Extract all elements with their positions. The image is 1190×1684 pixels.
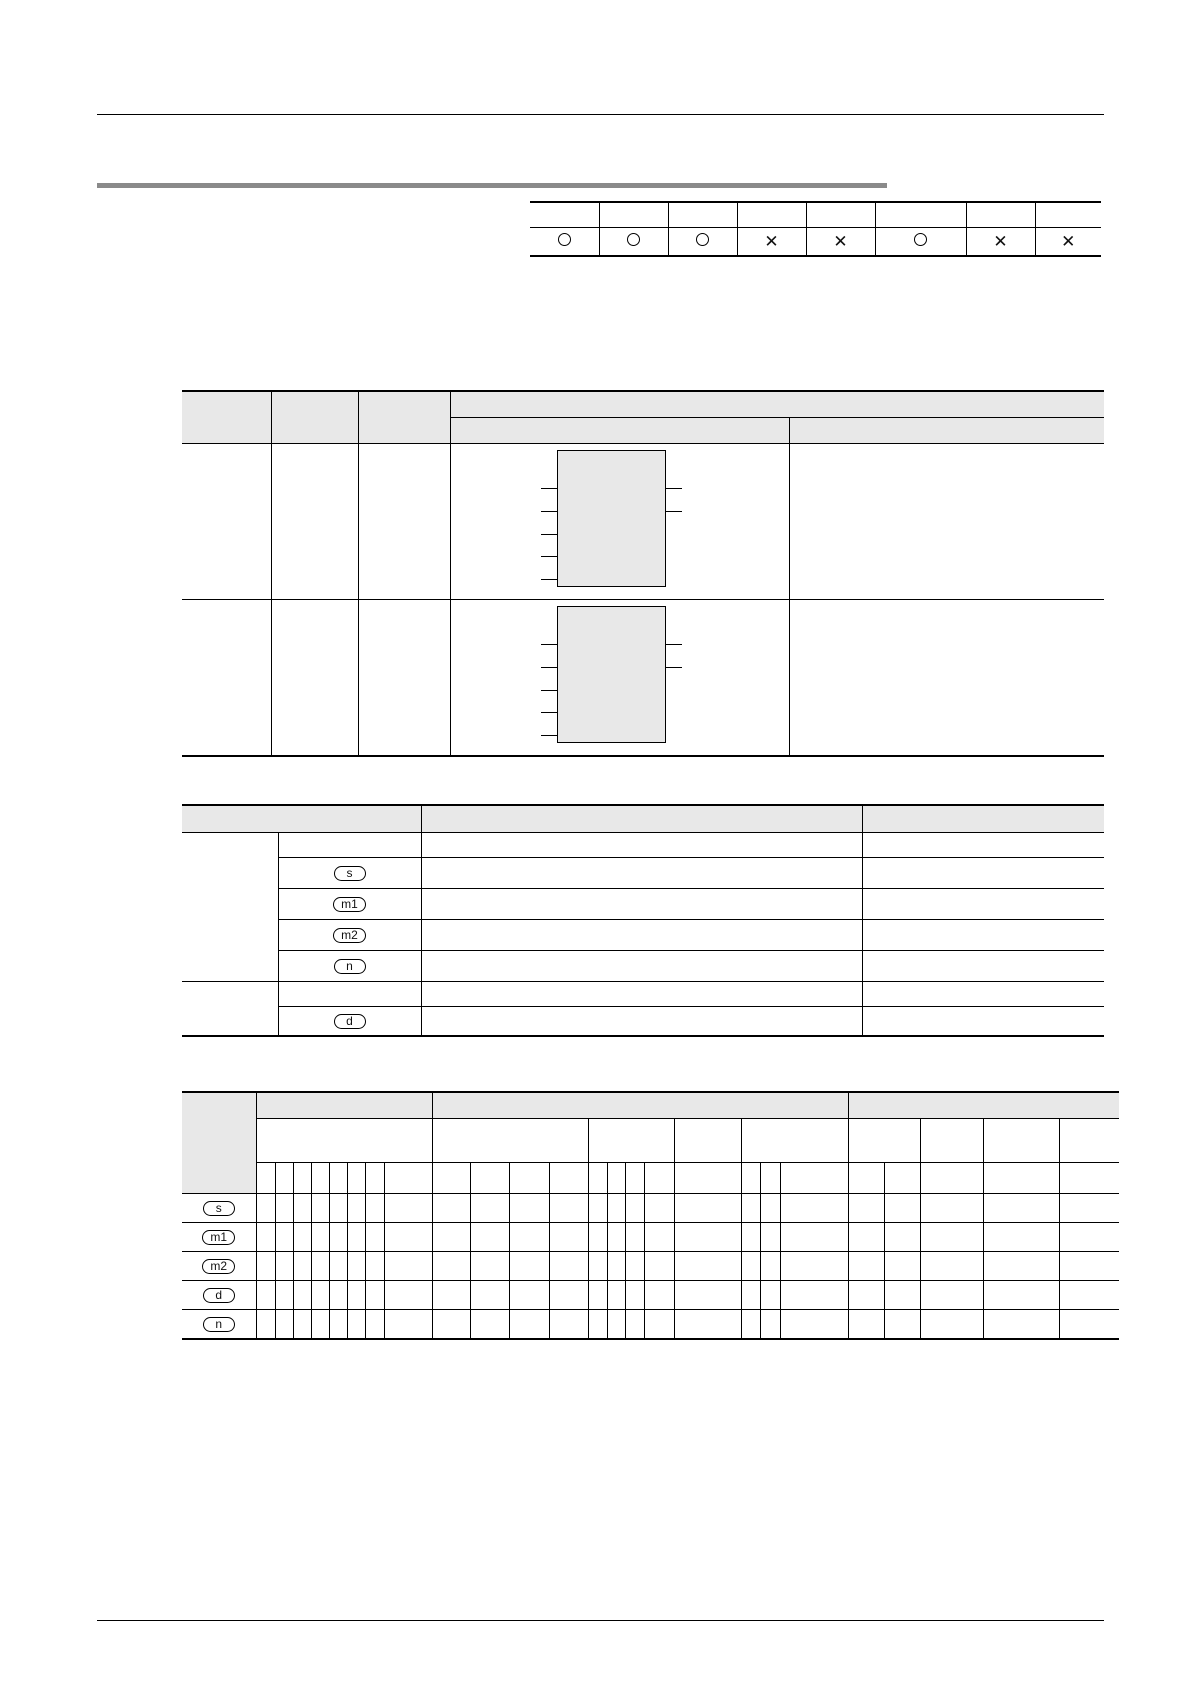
input-pin <box>541 644 557 645</box>
series-header-cell <box>1035 202 1101 228</box>
devices-table <box>182 1091 1119 1340</box>
operand-tag-cell <box>278 1007 421 1037</box>
operand-tag-cell <box>278 889 421 920</box>
operand-cell <box>278 833 421 858</box>
devices-col-header <box>365 1163 384 1194</box>
devices-subheader <box>256 1119 432 1163</box>
output-pin <box>666 488 682 489</box>
operand-row <box>182 858 1104 889</box>
fbt-subheader-cell <box>450 418 789 444</box>
devices-col-header <box>674 1163 741 1194</box>
devices-col-header <box>384 1163 432 1194</box>
operand-tag: m2 <box>202 1259 235 1274</box>
supported-circle-icon <box>914 233 927 246</box>
devices-col-header <box>470 1163 509 1194</box>
output-pin <box>666 644 682 645</box>
devices-row-label <box>182 1223 256 1252</box>
series-header-cell <box>737 202 806 228</box>
function-block-box <box>557 606 666 743</box>
operand-table <box>182 804 1104 1037</box>
supported-circle-icon <box>696 233 709 246</box>
series-mark-cell <box>1035 228 1101 257</box>
series-header-cell <box>806 202 875 228</box>
devices-col-header <box>256 1163 275 1194</box>
function-block-diagram <box>451 444 789 599</box>
devices-row-label <box>182 1252 256 1281</box>
devices-subheader <box>983 1119 1059 1163</box>
operand-cell <box>862 982 1104 1007</box>
devices-col-header <box>920 1163 983 1194</box>
operand-tag: s <box>203 1201 235 1216</box>
unsupported-cross-icon: ✕ <box>833 231 848 251</box>
devices-row-label <box>182 1194 256 1223</box>
series-header-cell <box>668 202 737 228</box>
devices-subheader <box>588 1119 674 1163</box>
operand-tag: d <box>334 1014 366 1029</box>
output-pin <box>666 511 682 512</box>
devices-col-header <box>780 1163 848 1194</box>
operand-tag: s <box>334 866 366 881</box>
operand-tag: m1 <box>333 897 366 912</box>
devices-group-header <box>256 1092 432 1119</box>
fbt-cell <box>789 444 1104 600</box>
devices-subheader <box>1059 1119 1119 1163</box>
operand-cell <box>421 1007 862 1037</box>
header-rule <box>97 114 1104 115</box>
series-mark-cell <box>875 228 966 257</box>
fbt-cell <box>182 444 271 600</box>
operand-cell <box>862 858 1104 889</box>
devices-row-label <box>182 1310 256 1340</box>
devices-col-header <box>607 1163 625 1194</box>
operand-cell <box>421 951 862 982</box>
devices-subheader <box>432 1119 588 1163</box>
fbt-header-cell <box>358 391 450 444</box>
operand-cell <box>421 920 862 951</box>
operand-row <box>182 1007 1104 1037</box>
devices-col-header <box>625 1163 644 1194</box>
fbt-cell <box>789 600 1104 757</box>
operand-group-input <box>182 833 278 982</box>
operand-cell <box>421 889 862 920</box>
devices-row-label <box>182 1281 256 1310</box>
operand-header-cell <box>421 805 862 833</box>
operand-tag: d <box>203 1288 235 1303</box>
operand-cell <box>421 858 862 889</box>
operand-cell <box>862 1007 1104 1037</box>
devices-col-header <box>549 1163 588 1194</box>
operand-cell <box>421 833 862 858</box>
devices-col-header <box>983 1163 1059 1194</box>
operand-cell <box>278 982 421 1007</box>
unsupported-cross-icon: ✕ <box>764 231 779 251</box>
fbt-cell <box>358 444 450 600</box>
fbt-row <box>182 444 1104 600</box>
devices-row <box>182 1223 1119 1252</box>
function-block-diagram <box>451 600 789 755</box>
series-compatibility-table <box>530 201 1101 257</box>
section-heading-bar <box>97 183 887 188</box>
fbt-cell <box>271 444 358 600</box>
unsupported-cross-icon: ✕ <box>993 231 1008 251</box>
devices-col-header <box>760 1163 780 1194</box>
devices-col-header <box>432 1163 470 1194</box>
devices-col-header <box>588 1163 607 1194</box>
series-header-row <box>530 202 1101 228</box>
devices-row <box>182 1310 1119 1340</box>
fbt-cell <box>271 600 358 757</box>
series-header-cell <box>530 202 599 228</box>
operand-row <box>182 833 1104 858</box>
operand-row <box>182 951 1104 982</box>
series-mark-row <box>530 228 1101 257</box>
devices-subheader <box>741 1119 848 1163</box>
devices-header-row-1 <box>182 1092 1119 1119</box>
output-pin <box>666 667 682 668</box>
function-block-box <box>557 450 666 587</box>
input-pin <box>541 712 557 713</box>
operand-header-cell <box>182 805 421 833</box>
devices-col-header <box>848 1163 884 1194</box>
function-block-table <box>182 390 1104 757</box>
input-pin <box>541 511 557 512</box>
series-mark-cell <box>806 228 875 257</box>
operand-tag-cell <box>278 858 421 889</box>
operand-cell <box>862 833 1104 858</box>
operand-tag: m2 <box>333 928 366 943</box>
fbt-cell <box>358 600 450 757</box>
operand-cell <box>421 982 862 1007</box>
input-pin <box>541 690 557 691</box>
devices-subheader <box>674 1119 741 1163</box>
fbt-header-row-1 <box>182 391 1104 418</box>
operand-tag: n <box>334 959 366 974</box>
operand-cell <box>862 920 1104 951</box>
fbt-header-cell <box>182 391 271 444</box>
devices-col-header <box>741 1163 760 1194</box>
devices-row <box>182 1252 1119 1281</box>
fbt-row <box>182 600 1104 757</box>
devices-subheader <box>848 1119 920 1163</box>
operand-row <box>182 982 1104 1007</box>
series-mark-cell <box>530 228 599 257</box>
devices-col-header <box>275 1163 293 1194</box>
devices-row <box>182 1281 1119 1310</box>
devices-subheader <box>920 1119 983 1163</box>
series-mark-cell <box>668 228 737 257</box>
fbt-diagram-cell <box>450 600 789 757</box>
operand-tag-cell <box>278 951 421 982</box>
operand-tag-cell <box>278 920 421 951</box>
devices-row <box>182 1194 1119 1223</box>
input-pin <box>541 556 557 557</box>
devices-col-header <box>293 1163 311 1194</box>
series-mark-cell <box>599 228 668 257</box>
devices-col-header <box>1059 1163 1119 1194</box>
devices-header-row-2 <box>182 1119 1119 1163</box>
devices-col-header <box>311 1163 329 1194</box>
input-pin <box>541 488 557 489</box>
fbt-header-cell <box>271 391 358 444</box>
supported-circle-icon <box>558 233 571 246</box>
series-mark-cell <box>966 228 1035 257</box>
series-header-cell <box>966 202 1035 228</box>
devices-col-header <box>509 1163 549 1194</box>
operand-tag: m1 <box>202 1230 235 1245</box>
operand-cell <box>862 889 1104 920</box>
operand-cell <box>862 951 1104 982</box>
footer-rule <box>97 1620 1104 1621</box>
fbt-cell <box>182 600 271 757</box>
input-pin <box>541 579 557 580</box>
fbt-subheader-cell <box>789 418 1104 444</box>
fbt-diagram-cell <box>450 444 789 600</box>
devices-group-header <box>848 1092 1119 1119</box>
devices-col-header <box>347 1163 365 1194</box>
devices-col-header <box>644 1163 674 1194</box>
devices-col-header <box>884 1163 920 1194</box>
unsupported-cross-icon: ✕ <box>1061 231 1076 251</box>
devices-group-header <box>432 1092 848 1119</box>
operand-tag: n <box>203 1317 235 1332</box>
input-pin <box>541 534 557 535</box>
devices-col-header <box>329 1163 347 1194</box>
supported-circle-icon <box>627 233 640 246</box>
operand-row <box>182 889 1104 920</box>
series-header-cell <box>875 202 966 228</box>
input-pin <box>541 667 557 668</box>
operand-header-row <box>182 805 1104 833</box>
series-mark-cell <box>737 228 806 257</box>
devices-header-cell <box>182 1092 256 1194</box>
operand-row <box>182 920 1104 951</box>
operand-header-cell <box>862 805 1104 833</box>
operand-group-output <box>182 982 278 1037</box>
input-pin <box>541 735 557 736</box>
devices-header-row-3 <box>182 1163 1119 1194</box>
series-header-cell <box>599 202 668 228</box>
fbt-header-cell <box>450 391 1104 418</box>
